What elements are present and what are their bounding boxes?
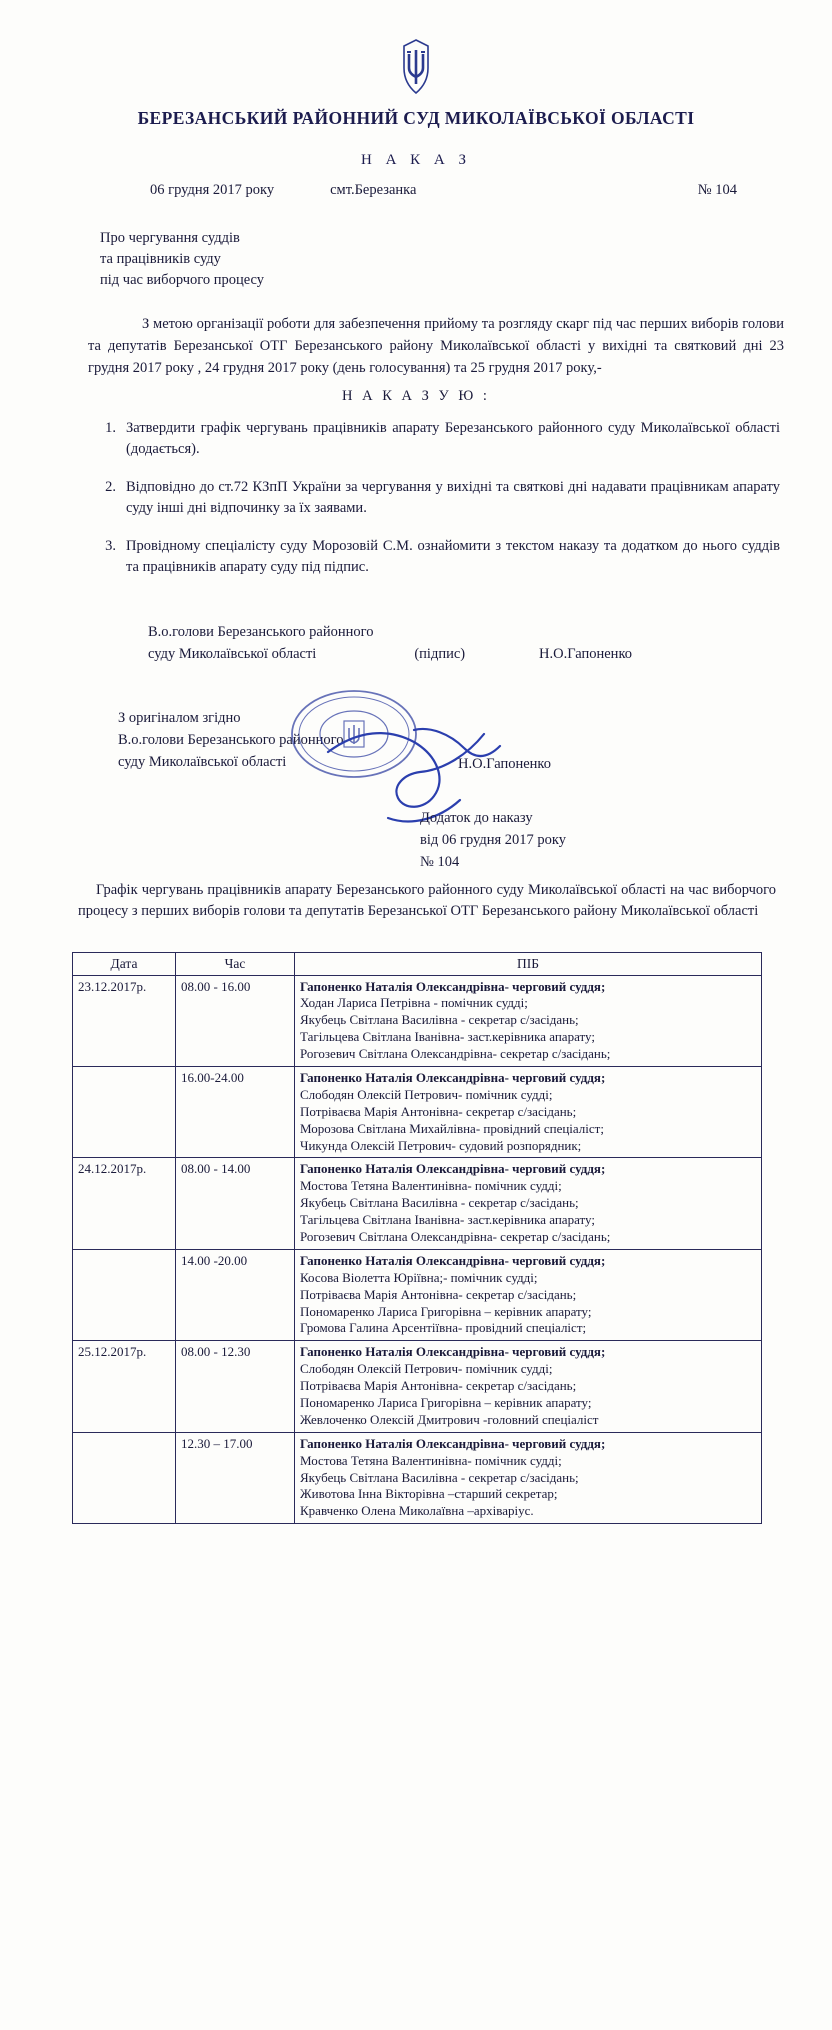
name-line: Жевлоченко Олексій Дмитрович -головний спеціаліст: [300, 1411, 599, 1427]
signer-position-line-2: суду Миколаївської області: [148, 645, 317, 662]
table-row: [73, 1067, 762, 1158]
list-item: [90, 536, 780, 578]
list-item-text: Відповідно до ст.72 КЗпП України за чергування у вихідні та святкові дні надавати працівникам апарату суду інші дні відпочинку за їх заявами.: [126, 479, 780, 517]
name-line: Потріваєва Марія Антонівна- секретар с/засідань;: [300, 1378, 577, 1394]
appendix-line-1: Додаток до наказу: [420, 810, 533, 826]
name-line: Якубець Світлана Василівна - секретар с/засідань;: [300, 1195, 579, 1211]
name-line: Громова Галина Арсентіївна- провідний спеціаліст;: [300, 1320, 587, 1336]
subject-block: [100, 228, 264, 291]
cell-names: [295, 975, 762, 1066]
signature-placeholder-label: (підпис): [414, 645, 466, 662]
name-line: Животова Інна Вікторівна –старший секретар;: [300, 1486, 558, 1502]
certification-line-2: В.о.голови Березанського районного: [118, 731, 344, 748]
certifier-name: Н.О.Гапоненко: [458, 756, 551, 772]
name-line: Пономаренко Лариса Григорівна – керівник апарату;: [300, 1395, 592, 1411]
cell-time: 08.00 - 12.30: [176, 1341, 295, 1432]
name-line: Морозова Світлана Михайлівна- провідний спеціаліст;: [300, 1120, 604, 1136]
ukraine-trident-emblem: [394, 38, 438, 96]
signer-position-line-1: В.о.голови Березанського районного: [148, 624, 374, 640]
order-items-list: [90, 418, 780, 595]
name-line: Мостова Тетяна Валентинівна- помічник судді;: [300, 1178, 562, 1194]
list-item-text: Затвердити графік чергувань працівників апарату Березанського районного суду Миколаївської області (додається).: [126, 420, 780, 458]
cell-date: 23.12.2017р.: [73, 975, 176, 1066]
name-line: Потріваєва Марія Антонівна- секретар с/засідань;: [300, 1286, 577, 1302]
duty-schedule-table: [72, 952, 762, 1524]
name-line: Гапоненко Наталія Олександрівна- черговий суддя;: [300, 1435, 606, 1451]
document-type: Н А К А З: [360, 152, 472, 168]
name-line: Якубець Світлана Василівна - секретар с/засідань;: [300, 1469, 579, 1485]
name-line: Гапоненко Наталія Олександрівна- черговий суддя;: [300, 1252, 606, 1268]
name-line: Тагільцева Світлана Іванівна- заст.керівника апарату;: [300, 1212, 595, 1228]
list-item-text: Провідному спеціалісту суду Морозовій С.М. ознайомити з текстом наказу та додатком до нього суддів та працівників апарату суду під підпис.: [126, 538, 780, 576]
cell-time: 12.30 – 17.00: [176, 1432, 295, 1523]
cell-time: 08.00 - 14.00: [176, 1158, 295, 1249]
certification-line-3: суду Миколаївської області: [118, 753, 287, 770]
certification-line-1: З оригіналом згідно: [118, 710, 241, 726]
appendix-reference: [420, 808, 566, 873]
table-header-row: [73, 953, 762, 976]
name-line: Потріваєва Марія Антонівна- секретар с/засідань;: [300, 1103, 577, 1119]
document-date: 06 грудня 2017 року: [150, 182, 275, 198]
cell-date: [73, 1249, 176, 1340]
name-line: Якубець Світлана Василівна - секретар с/засідань;: [300, 1012, 579, 1028]
name-line: Ходан Лариса Петрівна - помічник судді;: [300, 995, 528, 1011]
column-header-time: Час: [176, 953, 295, 976]
list-item-number: 1.: [105, 420, 116, 436]
table-row: [73, 1158, 762, 1249]
list-item-number: 2.: [105, 479, 116, 496]
subject-line-1: Про чергування суддів: [100, 230, 240, 246]
signer-name: Н.О.Гапоненко: [539, 645, 632, 662]
preamble-text: [88, 314, 784, 379]
table-row: [73, 1341, 762, 1432]
name-line: Пономаренко Лариса Григорівна – керівник апарату;: [300, 1303, 592, 1319]
schedule-title-text: Графік чергувань працівників апарату Березанського районного суду Миколаївської області на час виборчого процесу з перших виборів голови та депутатів Березанської ОТГ Березанського району Миколаївської області: [78, 882, 776, 920]
name-line: Гапоненко Наталія Олександрівна- черговий суддя;: [300, 1344, 606, 1360]
table-row: [73, 1432, 762, 1523]
column-header-date: Дата: [73, 953, 176, 976]
subject-line-2: та працівників суду: [100, 251, 221, 268]
emblem-container: [0, 38, 832, 96]
name-line: Гапоненко Наталія Олександрівна- черговий суддя;: [300, 978, 606, 994]
document-meta: [150, 182, 737, 199]
cell-names: [295, 1249, 762, 1340]
cell-names: [295, 1158, 762, 1249]
signature-block-primary: [148, 622, 772, 666]
name-line: Косова Віолетта Юріївна;- помічник судді;: [300, 1269, 538, 1285]
name-line: Гапоненко Наталія Олександрівна- черговий суддя;: [300, 1161, 606, 1177]
court-title: БЕРЕЗАНСЬКИЙ РАЙОННИЙ СУД МИКОЛАЇВСЬКОЇ ОБЛАСТІ: [137, 108, 695, 128]
name-line: Мостова Тетяна Валентинівна- помічник судді;: [300, 1452, 562, 1468]
cell-time: 14.00 -20.00: [176, 1249, 295, 1340]
name-line: Чикунда Олексій Петрович- судовий розпорядник;: [300, 1137, 582, 1153]
document-number: № 104: [697, 182, 737, 198]
name-line: Слободян Олексій Петрович- помічник судді;: [300, 1086, 553, 1102]
cell-date: [73, 1432, 176, 1523]
name-line: Тагільцева Світлана Іванівна- заст.керівника апарату;: [300, 1029, 595, 1045]
column-header-names: ПІБ: [295, 953, 762, 976]
document-place: смт.Березанка: [330, 182, 417, 198]
cell-names: [295, 1341, 762, 1432]
appendix-line-3: № 104: [420, 853, 460, 870]
cell-date: [73, 1067, 176, 1158]
name-line: Гапоненко Наталія Олександрівна- черговий суддя;: [300, 1070, 606, 1085]
table-row: [73, 975, 762, 1066]
cell-time: 08.00 - 16.00: [176, 975, 295, 1066]
name-line: Рогозевич Світлана Олександрівна- секретар с/засідань;: [300, 1046, 611, 1062]
name-line: Рогозевич Світлана Олександрівна- секретар с/засідань;: [300, 1229, 611, 1245]
list-item-number: 3.: [105, 538, 116, 555]
list-item: [90, 418, 780, 460]
cell-names: [295, 1067, 762, 1158]
signature-block-certification: [118, 708, 772, 773]
cell-names: [295, 1432, 762, 1523]
cell-date: 25.12.2017р.: [73, 1341, 176, 1432]
subject-line-3: під час виборчого процесу: [100, 272, 265, 289]
table-row: [73, 1249, 762, 1340]
cell-time: 16.00-24.00: [176, 1067, 295, 1158]
schedule-title: [78, 880, 776, 923]
name-line: Слободян Олексій Петрович- помічник судді;: [300, 1361, 553, 1377]
appendix-line-2: від 06 грудня 2017 року: [420, 831, 566, 848]
name-line: Кравченко Олена Миколаївна –архіваріус.: [300, 1503, 534, 1519]
order-keyword: Н А К А З У Ю :: [342, 388, 490, 404]
preamble-body: З метою організації роботи для забезпечення прийому та розгляду скарг під час перших виборів голови та депутатів Березанської ОТГ Березанського району Миколаївської області у вихідні та святковий дні 23 грудня 2017 року , 24 грудня 2017 року (день голосування) та 25 грудня 2017 року,-: [88, 316, 784, 376]
list-item: [90, 477, 780, 519]
cell-date: 24.12.2017р.: [73, 1158, 176, 1249]
